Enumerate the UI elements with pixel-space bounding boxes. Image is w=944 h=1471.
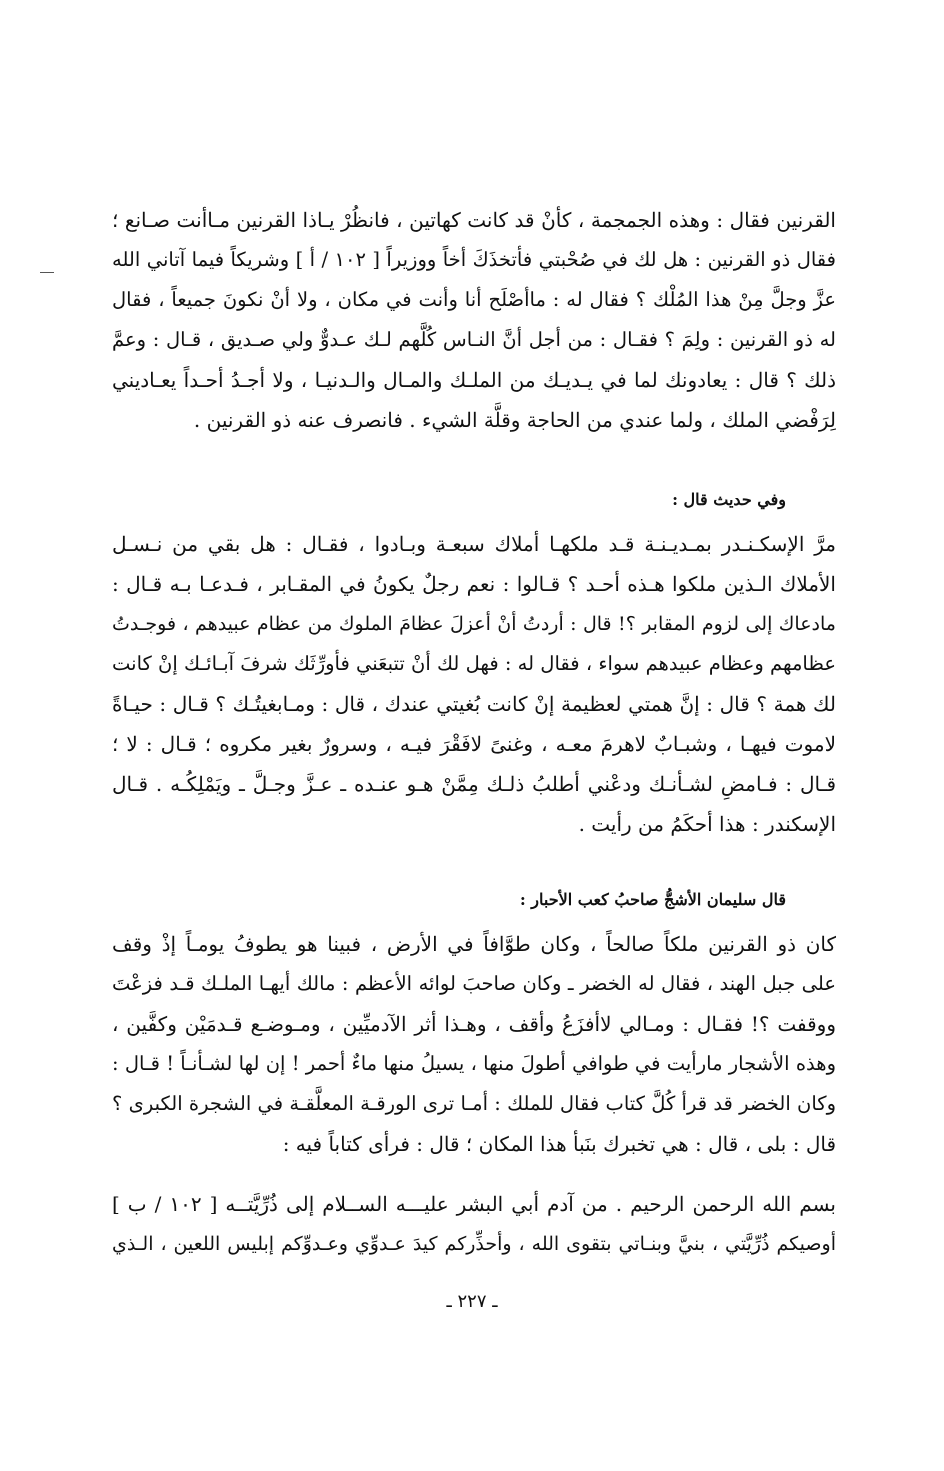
text-line: لِرَفْضي الملك ، ولما عندي من الحاجة وقلَّة الشيء . فانصرف عنه ذو القرنين . — [193, 408, 836, 432]
text-line: لاموت فيهـا ، وشبـابٌ لاهرمَ معـه ، وغنىً لافَقْرَ فيـه ، وسرورٌ بغير مكروه ؛ قـال : لا ؛ — [112, 732, 836, 756]
margin-mark — [40, 272, 54, 273]
page-number: ـ ٢٢٧ ـ — [446, 1291, 498, 1312]
text-line: فقال ذو القرنين : هل لك في صُحْبتي فأتخذَكَ أخاً ووزيراً [ ١٠٢ / أ ] وشريكاً فيما آتاني الله — [112, 248, 836, 271]
text-line: بسم الله الرحمن الرحيم . من آدم أبي البشر عليـــه الســلام إلى ذُرِّيَّتــه [ ١٠٢ / ب ] — [112, 1192, 836, 1216]
text-line: لك همة ؟ قال : إنَّ همتي لعظيمة إنْ كانت بُغيتي عندك ، قال : ومـابغيتُـك ؟ قـال : حيـاةً — [112, 692, 836, 716]
paragraph-3 — [112, 924, 836, 1164]
text-line: وهذه الأشجار مارأيت في طوافي أطولَ منها ، يسيلُ منها ماءٌ أحمر ! إن لها لشـأنـاً ! قـال : — [112, 1052, 836, 1075]
text-line: قـال : فـامضِ لشـأنـك ودعْني أطلبُ ذلـك مِمَّنْ هـو عنـده ـ عـزَّ وجـلَّ ـ ويَمْلِكُـه . قـال — [112, 772, 836, 796]
section-heading-1: وفي حديث قال : — [672, 490, 786, 509]
text-line: عظامهم وعظام عبيدهم سواء ، فقال له : فهل لك أنْ تتبعَني فأورِّثَك شرفَ آبـائـك إنْ كانت — [112, 652, 836, 675]
text-line: أوصيكم ذُرِّيَّتي ، بنيَّ وبنـاتي بتقوى الله ، وأحذِّركم كيدَ عـدوِّي وعـدوِّكم إبليس اللعين ، الـذي — [112, 1233, 836, 1255]
text-line: الإسكندر : هذا أحكَمُ من رأيت . — [578, 812, 836, 836]
text-line: مرَّ الإسكـنـدر بمـديـنـة قـد ملكهـا أملاك سبعـة وبـادوا ، فقـال : هل بقي من نـسـل — [112, 532, 836, 556]
text-line: له ذو القرنين : ولِمَ ؟ فقـال : من أجل أنَّ النـاس كُلَّهم لـك عـدوٌّ ولي صـديق ، قـال : وعمَّ — [112, 328, 836, 351]
text-line: قال : بلى ، قال : هي تخبرك بنَبأ هذا المكان ؛ قال : فرأى كتاباً فيه : — [282, 1132, 836, 1156]
section-heading-2: قال سليمان الأشجُّ صاحبُ كعب الأحبار : — [519, 890, 786, 909]
text-line: كان ذو القرنين ملكاً صالحاً ، وكان طوَّافاً في الأرض ، فبينا هو يطوفُ يومـاً إذْ وقف — [112, 932, 836, 956]
text-line: عزَّ وجلَّ مِنْ هذا المُلْك ؟ فقال له : ماأصْلَح أنا وأنت في مكان ، ولا أنْ نكونَ جميعاً ، فقال — [112, 288, 836, 311]
paragraph-2 — [112, 524, 836, 844]
paragraph-4 — [112, 1184, 836, 1264]
text-line: مادعاك إلى لزوم المقابر ؟! قال : أردتُ أنْ أعزلَ عظامَ الملوك من عظام عبيدهم ، فوجـدتُ — [112, 613, 836, 635]
text-line: ذلك ؟ قال : يعادونك لما في يـديـك من الملـك والمـال والـدنيـا ، ولا أجـدُ أحـداً يعـاديني — [112, 368, 836, 392]
text-line: الأملاك الـذين ملكوا هـذه أحـد ؟ قـالوا : نعم رجلٌ يكونُ في المقـابر ، فـدعـا بـه قـال : — [112, 572, 836, 596]
text-line: ووقفت ؟! فقـال : ومـالي لاأفزَعُ وأقف ، وهـذا أثر الآدميِّين ، ومـوضـع قـدمَيْن وكفَّين ، — [112, 1012, 836, 1036]
text-line: القرنين فقال : وهذه الجمجمة ، كأنْ قد كانت كهاتين ، فانظُرْ يـاذا القرنين مـاأنت صـانع ؛ — [112, 208, 836, 232]
text-line: على جبل الهند ، فقال له الخضر ـ وكان صاحبَ لوائه الأعظم : مالك أيهـا الملـك قـد فزعْتَ — [112, 972, 836, 995]
paragraph-1 — [112, 200, 836, 440]
text-line: وكان الخضر قد قرأ كُلَّ كتاب فقال للملك : أمـا ترى الورقـة المعلَّقـة في الشجرة الكبرى ؟ — [112, 1092, 836, 1115]
